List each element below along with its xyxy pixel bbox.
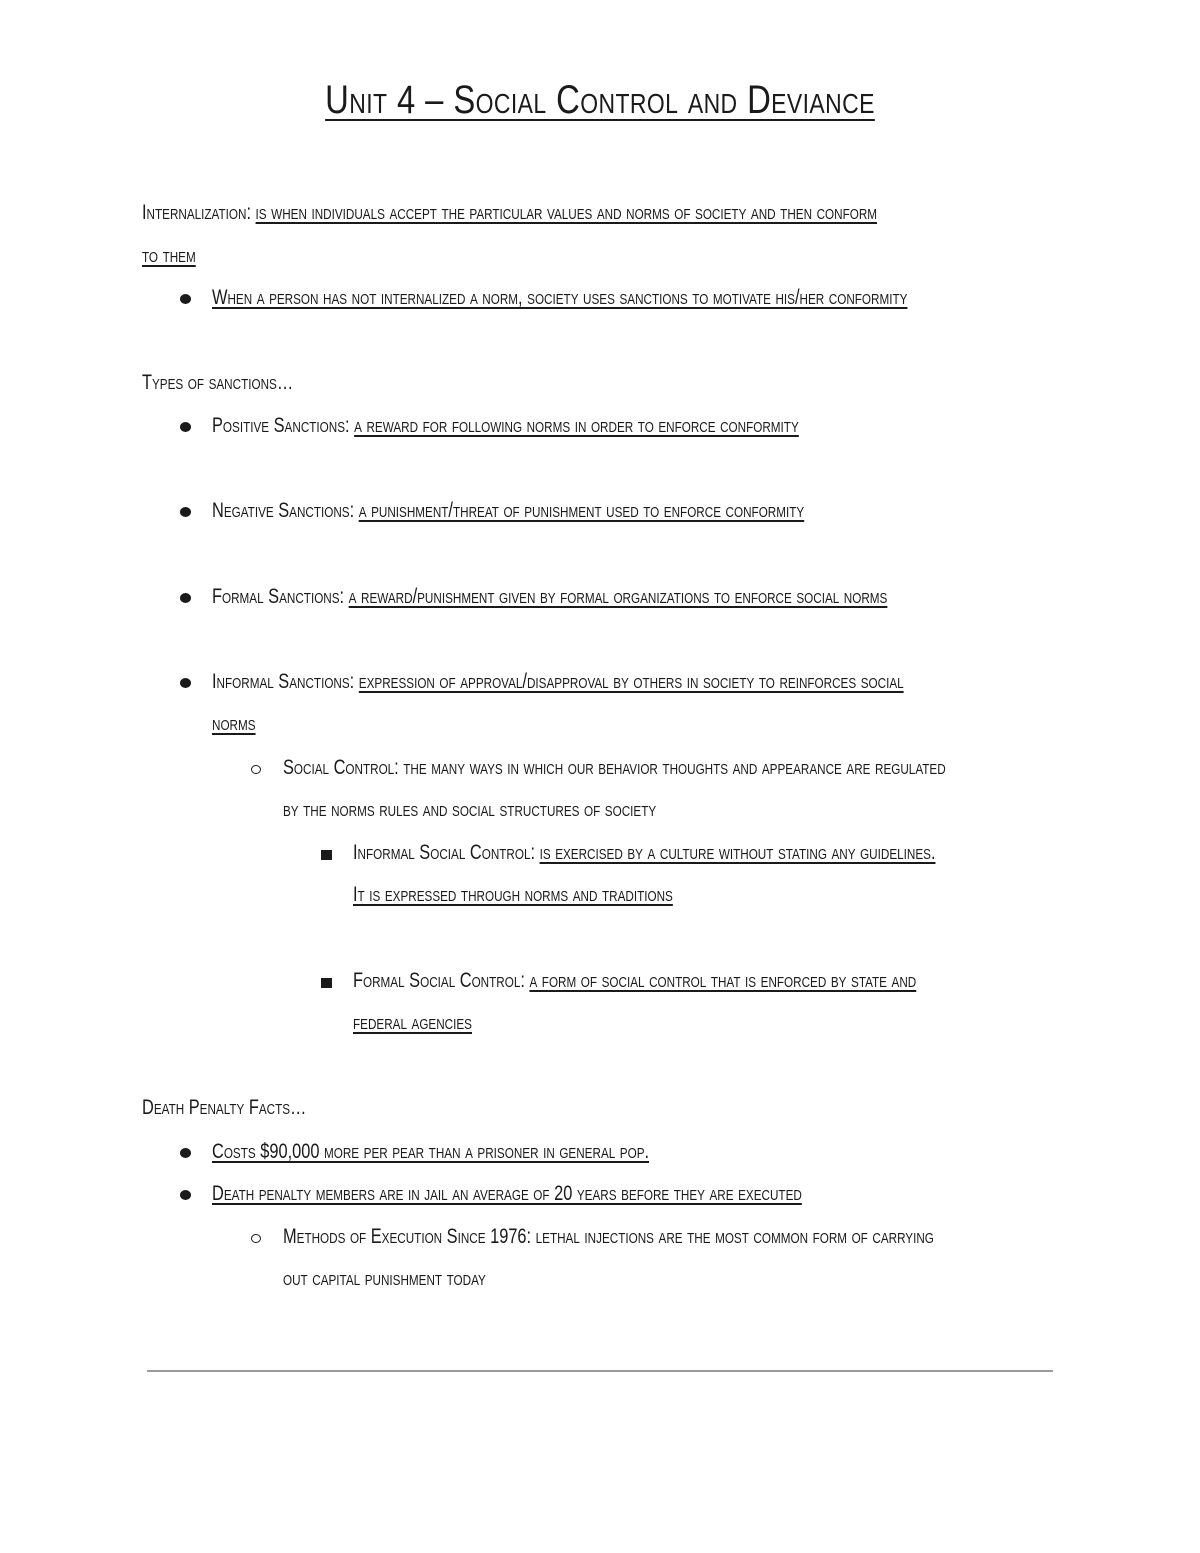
page-title: Unit 4 – Social Control and Deviance bbox=[325, 78, 875, 122]
social-control-cont: by the norms rules and social structures of society bbox=[283, 798, 657, 821]
internalization-bullet: When a person has not internalized a norm, society uses sanctions to motivate his/her conformity bbox=[212, 286, 908, 309]
methods-of-execution: Methods of Execution Since 1976: lethal injections are the most common form of carrying bbox=[283, 1225, 934, 1248]
informal-social-control: Informal Social Control: is exercised by a culture without stating any guidelines. bbox=[353, 841, 936, 864]
horizontal-divider bbox=[147, 1370, 1053, 1372]
bullet-icon bbox=[180, 1190, 191, 1200]
positive-sanctions: Positive Sanctions: a reward for following norms in order to enforce conformity bbox=[212, 414, 799, 437]
death-penalty-fact-cost: Costs $90,000 more per pear than a prisoner in general pop. bbox=[212, 1140, 650, 1163]
bullet-icon bbox=[321, 978, 332, 988]
death-penalty-fact-years: Death penalty members are in jail an average of 20 years before they are executed bbox=[212, 1182, 802, 1205]
bullet-icon bbox=[180, 678, 191, 688]
formal-social-control: Formal Social Control: a form of social control that is enforced by state and bbox=[353, 969, 917, 992]
internalization-definition-cont: to them bbox=[142, 244, 196, 267]
formal-sanctions: Formal Sanctions: a reward/punishment given by formal organizations to enforce social norms bbox=[212, 585, 888, 608]
informal-social-control-cont: It is expressed through norms and traditions bbox=[353, 883, 673, 906]
formal-social-control-cont: federal agencies bbox=[353, 1011, 472, 1034]
informal-sanctions-cont: norms bbox=[212, 712, 256, 735]
bullet-icon bbox=[180, 593, 191, 603]
bullet-icon bbox=[180, 422, 191, 432]
death-penalty-heading: Death Penalty Facts… bbox=[142, 1096, 307, 1119]
informal-sanctions: Informal Sanctions: expression of approval/disapproval by others in society to reinforces social bbox=[212, 670, 904, 693]
bullet-icon bbox=[180, 507, 191, 517]
bullet-icon bbox=[180, 294, 191, 304]
methods-of-execution-cont: out capital punishment today bbox=[283, 1267, 486, 1290]
sanctions-heading: Types of sanctions… bbox=[142, 371, 294, 394]
social-control: Social Control: the many ways in which our behavior thoughts and appearance are regulated bbox=[283, 756, 946, 779]
internalization-definition: Internalization: is when individuals accept the particular values and norms of society and then conform bbox=[142, 201, 878, 224]
bullet-icon bbox=[251, 765, 261, 774]
bullet-icon bbox=[321, 850, 332, 860]
bullet-icon bbox=[180, 1148, 191, 1158]
negative-sanctions: Negative Sanctions: a punishment/threat of punishment used to enforce conformity bbox=[212, 499, 805, 522]
bullet-icon bbox=[251, 1234, 261, 1243]
